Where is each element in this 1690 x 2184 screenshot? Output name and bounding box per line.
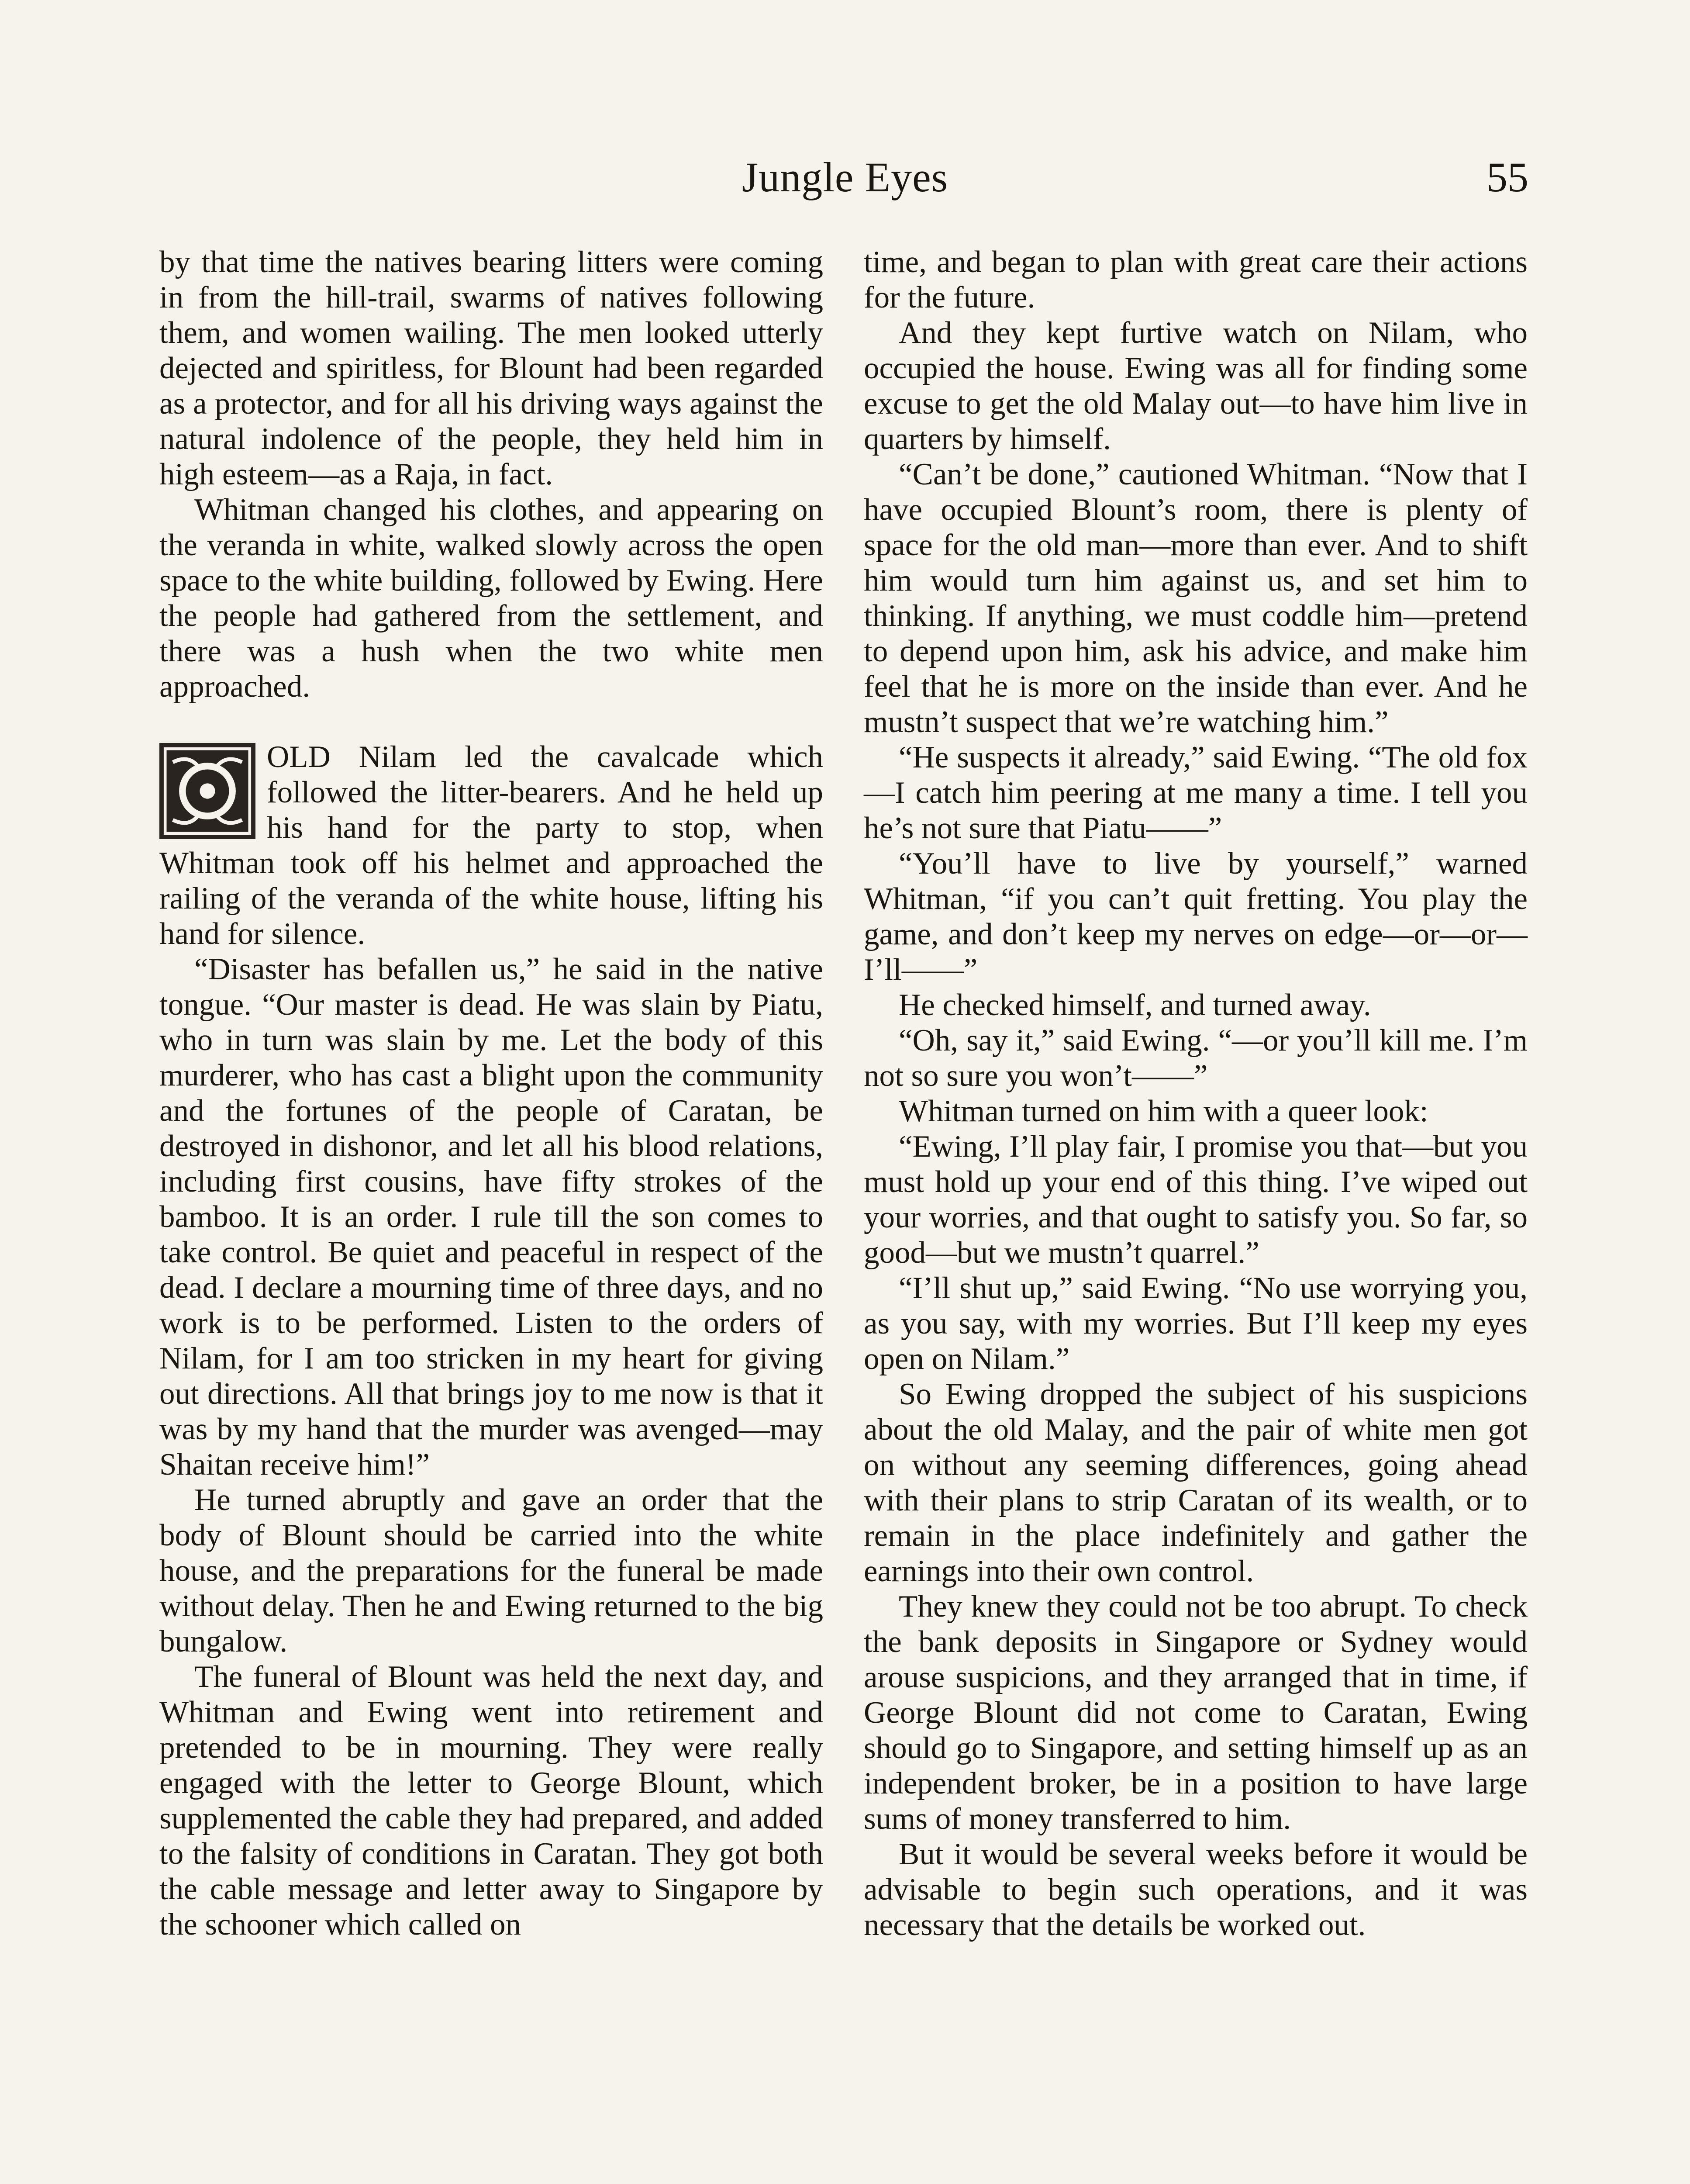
paragraph: time, and began to plan with great care their actions for the future.: [864, 245, 1528, 314]
section-opening-paragraph: [159, 740, 823, 952]
paragraph: “Ewing, I’ll play fair, I promise you that—but you must hold up your end of this thing. I’ve wiped out your worries, and that ought to satisfy you. So far, so good—but we mustn’t quarrel.”: [864, 1130, 1528, 1270]
paragraph: by that time the natives bearing litters were coming in from the hill-trail, swarms of natives following them, and women wailing. The men looked utterly dejected and spiritless, for Blount had been regarded as a protector, and for all his driving ways against the natural indolence of the people, they held him in high esteem—as a Raja, in fact.: [159, 245, 823, 491]
page-header: [162, 153, 1528, 205]
paragraph: The funeral of Blount was held the next day, and Whitman and Ewing went into retirement and pretended to be in mourning. They were really engaged with the letter to George Blount, which supplemented the cable they had prepared, and added to the falsity of conditions in Caratan. They got both the cable message and letter away to Singapore by the schooner which called on: [159, 1660, 823, 1942]
right-column: [864, 245, 1528, 1943]
paragraph: He turned abruptly and gave an order that the body of Blount should be carried into the white house, and the preparations for the funeral be made without delay. Then he and Ewing returned to the big bungalow.: [159, 1483, 823, 1659]
paragraph: “Disaster has befallen us,” he said in the native tongue. “Our master is dead. He was slain by Piatu, who in turn was slain by me. Let the body of this murderer, who has cast a blight upon the community and the fortunes of the people of Caratan, be destroyed in dishonor, and let all his blood relations, including first cousins, have fifty strokes of the bamboo. It is an order. I rule till the son comes to take control. Be quiet and peaceful in respect of the dead. I declare a mourning time of three days, and no work is to be performed. Listen to the orders of Nilam, for I am too stricken in my heart for giving out directions. All that brings joy to me now is that it was by my hand that the murder was avenged—may Shaitan receive him!”: [159, 952, 823, 1482]
paragraph: But it would be several weeks before it would be advisable to begin such operations, and it was necessary that the details be worked out.: [864, 1837, 1528, 1942]
paragraph: “Oh, say it,” said Ewing. “—or you’ll kill me. I’m not so sure you won’t——”: [864, 1023, 1528, 1093]
paragraph: Whitman changed his clothes, and appearing on the veranda in white, walked slowly across the open space to the white building, followed by Ewing. Here the people had gathered from the settlement, and there was a hush when the two white men approached.: [159, 493, 823, 704]
paragraph-text: OLD Nilam led the cavalcade which followed the litter-bearers. And he held up his hand for the party to stop, when Whitman took off his helmet and approached the railing of the veranda of the white house, lifting his hand for silence.: [159, 740, 823, 951]
ornamental-dropcap-icon: [159, 743, 255, 839]
paragraph: “You’ll have to live by yourself,” warned Whitman, “if you can’t quit fretting. You play the game, and don’t keep my nerves on edge—or—or—I’ll——”: [864, 847, 1528, 987]
paragraph: “I’ll shut up,” said Ewing. “No use worrying you, as you say, with my worries. But I’ll keep my eyes open on Nilam.”: [864, 1271, 1528, 1376]
paragraph: He checked himself, and turned away.: [899, 988, 1371, 1022]
paragraph: Whitman turned on him with a queer look:: [899, 1094, 1428, 1128]
page-number: 55: [1487, 154, 1528, 200]
paragraph: “He suspects it already,” said Ewing. “The old fox—I catch him peering at me many a time. I tell you he’s not sure that Piatu——”: [864, 740, 1528, 845]
running-title: Jungle Eyes: [742, 154, 948, 200]
paragraph: And they kept furtive watch on Nilam, who occupied the house. Ewing was all for finding some excuse to get the old Malay out—to have him live in quarters by himself.: [864, 316, 1528, 456]
paragraph: So Ewing dropped the subject of his suspicions about the old Malay, and the pair of white men got on without any seeming differences, going ahead with their plans to strip Caratan of its wealth, or to remain in the place indefinitely and gather the earnings into their own control.: [864, 1377, 1528, 1588]
paragraph: They knew they could not be too abrupt. To check the bank deposits in Singapore or Sydney would arouse suspicions, and they arranged that in time, if George Blount did not come to Caratan, Ewing should go to Singapore, and setting himself up as an independent broker, be in a position to have large sums of money transferred to him.: [864, 1590, 1528, 1836]
paragraph: “Can’t be done,” cautioned Whitman. “Now that I have occupied Blount’s room, there is plenty of space for the old man—more than ever. And to shift him would turn him against us, and set him to thinking. If anything, we must coddle him—pretend to depend upon him, ask his advice, and make him feel that he is more on the inside than ever. And he mustn’t suspect that we’re watching him.”: [864, 457, 1528, 739]
left-column: [159, 245, 823, 1942]
